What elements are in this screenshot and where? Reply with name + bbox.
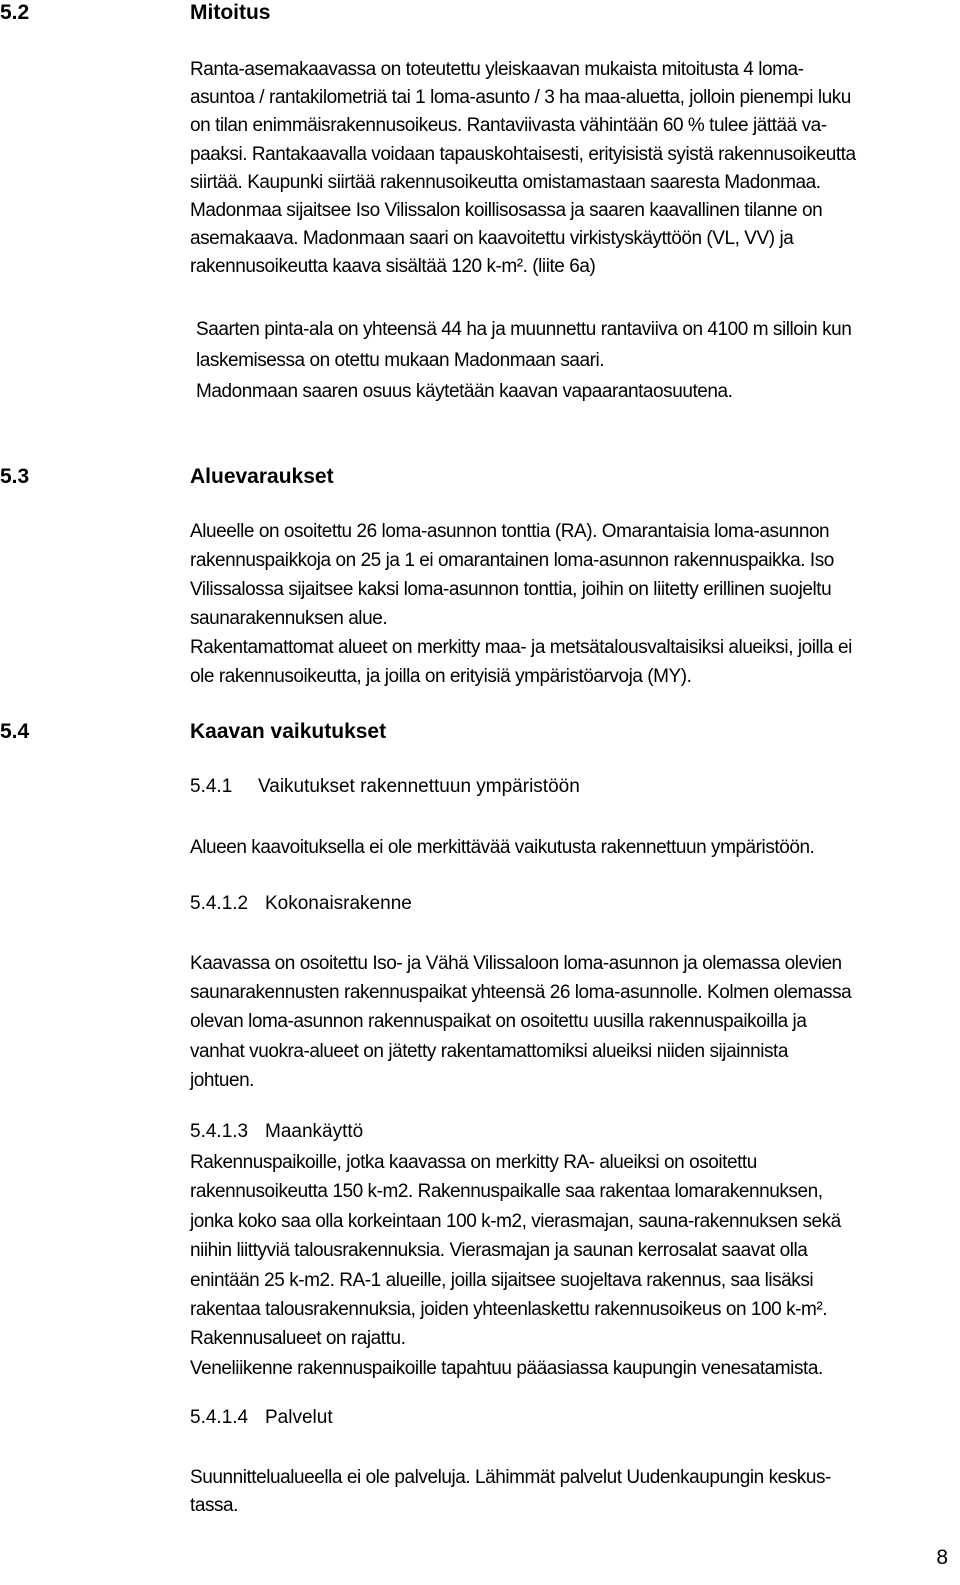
subsection-number: 5.4.1.3: [190, 1121, 249, 1142]
section-title: Mitoitus: [190, 1, 271, 24]
paragraph-mitoitus: Ranta-asemakaavassa on toteutettu yleiskaavan mukaista mitoitusta 4 loma- asuntoa / rantakilometriä tai 1 loma-asunto / 3 ha maa-aluetta, jolloin pienempi luku on tilan enimmäisrakennusoikeus. Rantaviivasta vähintään 60 % tulee jättää va- paaksi. Rantakaavalla voidaan tapauskohtaisesti, erityisistä syistä rakennusoikeutta siirtää. Kaupunki siirtää rakennusoikeutta omistamastaan saaresta Madonmaa. Madonmaa sijaitsee Iso Vilissalon koillisosassa ja saaren kaavallinen tilanne on asemakaava. Madonmaan saari on kaavoitettu virkistyskäyttöön (VL, VV) ja rakennusoikeutta kaava sisältää 120 k-m². (liite 6a): [190, 59, 856, 278]
paragraph-shoreline: Saarten pinta-ala on yhteensä 44 ha ja muunnettu rantaviiva on 4100 m silloin kun laskemisessa on otettu mukaan Madonmaan saari. Madonmaan saaren osuus käytetään kaavan vapaarantaosuutena.: [196, 319, 852, 402]
subsection-number: 5.4.1.4: [190, 1407, 249, 1428]
subsection-heading-5-4-1: [190, 776, 580, 798]
section-title: Aluevaraukset: [190, 465, 334, 488]
paragraph-aluevaraukset: Alueelle on osoitettu 26 loma-asunnon tonttia (RA). Omarantaisia loma-asunnon rakennuspaikkoja on 25 ja 1 ei omarantainen loma-asunnon rakennuspaikka. Iso Vilissalossa sijaitsee kaksi loma-asunnon tonttia, joihin on liitetty erillinen suojeltu saunarakennuksen alue. Rakentamattomat alueet on merkitty maa- ja metsätalousvaltaisiksi alueiksi, joilla ei ole rakennusoikeutta, ja joilla on erityisiä ympäristöarvoja (MY).: [190, 521, 852, 687]
subsection-title: Kokonaisrakenne: [265, 893, 412, 914]
subsection-heading-5-4-1-2: [190, 893, 412, 915]
subsection-title: Palvelut: [265, 1407, 333, 1428]
subsection-heading-5-4-1-3: [190, 1121, 364, 1143]
subsection-heading-5-4-1-4: [190, 1407, 333, 1429]
section-number: 5.3: [0, 465, 30, 488]
paragraph-palvelut: Suunnittelualueella ei ole palveluja. Lähimmät palvelut Uudenkaupungin keskus- tassa.: [190, 1467, 831, 1516]
subsection-number: 5.4.1.2: [190, 893, 249, 914]
section-title: Kaavan vaikutukset: [190, 720, 387, 743]
section-number: 5.2: [0, 1, 30, 24]
paragraph-built-environment: Alueen kaavoituksella ei ole merkittävää vaikutusta rakennettuun ympäristöön.: [190, 837, 815, 858]
subsection-title: Maankäyttö: [265, 1121, 364, 1142]
subsection-title: Vaikutukset rakennettuun ympäristöön: [258, 776, 580, 797]
page-number: 8: [936, 1546, 948, 1569]
subsection-number: 5.4.1: [190, 776, 233, 797]
paragraph-kokonaisrakenne: Kaavassa on osoitettu Iso- ja Vähä Vilissaloon loma-asunnon ja olemassa olevien saunarakennusten rakennuspaikat yhteensä 26 loma-asunnolle. Kolmen olemassa olevan loma-asunnon rakennuspaikat on osoitettu uusilla rakennuspaikoilla ja vanhat vuokra-alueet on jätetty rakentamattomiksi alueiksi niiden sijainnista johtuen.: [190, 953, 852, 1091]
paragraph-maankaytto: Rakennuspaikoille, jotka kaavassa on merkitty RA- alueiksi on osoitettu rakennusoikeutta 150 k-m2. Rakennuspaikalle saa rakentaa lomarakennuksen, jonka koko saa olla korkeintaan 100 k-m2, vierasmajan, sauna-rakennuksen sekä niihin liittyviä talousrakennuksia. Vierasmajan ja saunan kerrosalat saavat olla enintään 25 k-m2. RA-1 alueille, joilla sijaitsee suojeltava rakennus, saa lisäksi rakentaa talousrakennuksia, joiden yhteenlaskettu rakennusoikeus on 100 k-m². Rakennusalueet on rajattu. Veneliikenne rakennuspaikoille tapahtuu pääasiassa kaupungin venesatamista.: [190, 1152, 841, 1379]
section-number: 5.4: [0, 720, 30, 743]
